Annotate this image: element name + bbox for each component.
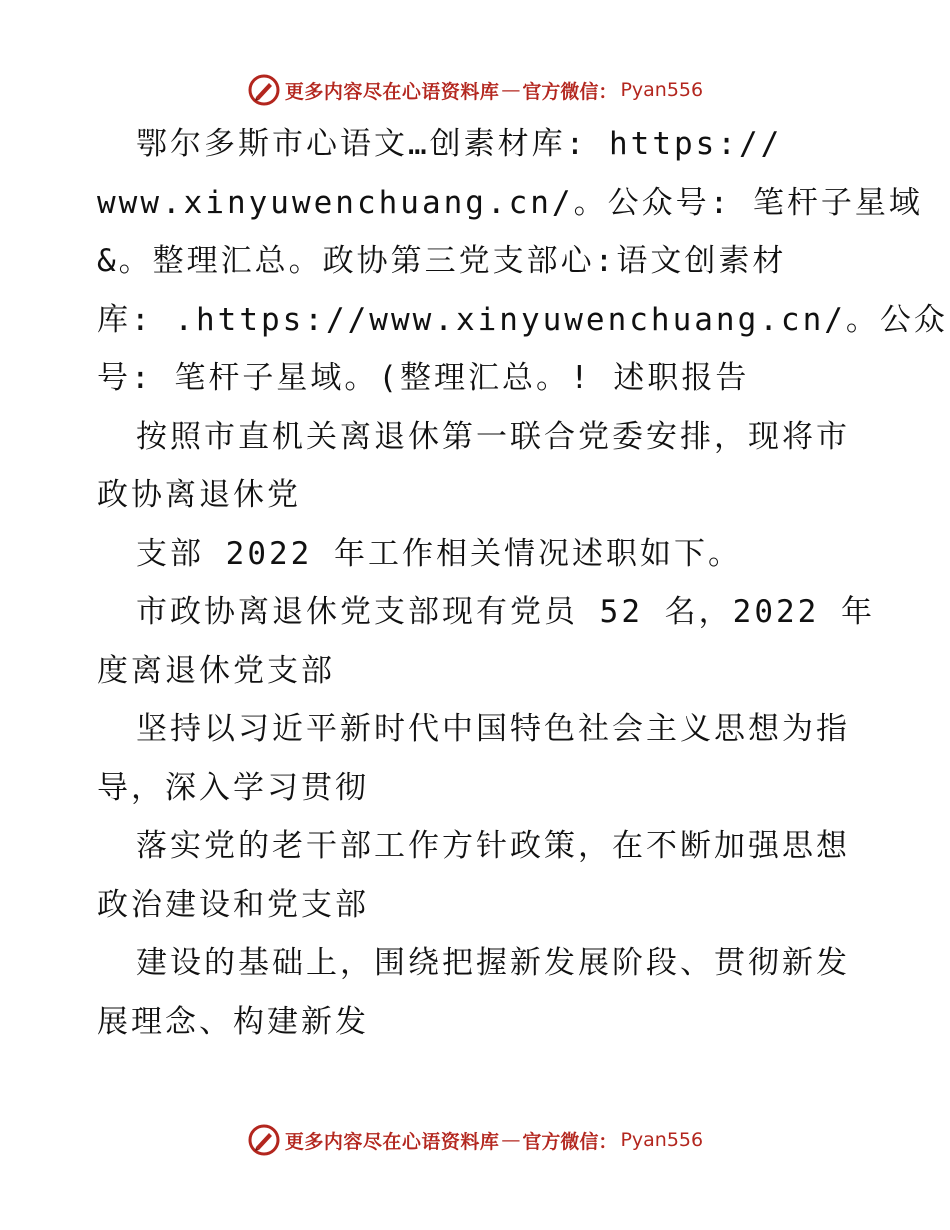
footer-banner	[0, 1120, 950, 1160]
banner-wechat-label: 官方微信：	[522, 1130, 618, 1153]
text-line: 鄂尔多斯市心语文…创素材库: https://	[136, 126, 783, 162]
banner-dash: —	[501, 79, 521, 101]
header-banner	[0, 70, 950, 110]
pen-logo-icon	[247, 73, 281, 107]
text-line: 度离退休党支部	[97, 652, 335, 689]
banner-wechat-id: Pyan556	[620, 1129, 704, 1151]
banner-wechat-id: Pyan556	[620, 79, 704, 101]
banner-text: 更多内容尽在心语资料库	[284, 80, 500, 103]
text-line: 建设的基础上，围绕把握新发展阶段、贯彻新发	[136, 945, 850, 981]
text-line: 市政协离退休党支部现有党员 52 名，2022 年	[136, 594, 875, 630]
text-line: 坚持以习近平新时代中国特色社会主义思想为指	[136, 711, 850, 747]
banner-text: 更多内容尽在心语资料库	[284, 1130, 500, 1153]
document-body	[97, 115, 948, 1051]
text-line: 落实党的老干部工作方针政策，在不断加强思想	[136, 828, 850, 864]
text-line: 展理念、构建新发	[97, 1003, 369, 1040]
banner-wechat-label: 官方微信：	[522, 80, 618, 103]
banner-dash: —	[501, 1129, 521, 1151]
text-line: 导，深入学习贯彻	[97, 769, 369, 806]
text-line: 支部 2022 年工作相关情况述职如下。	[136, 535, 742, 572]
pen-logo-icon	[247, 1123, 281, 1157]
text-line: 库: .https://www.xinyuwenchuang.cn/。公众	[97, 301, 948, 338]
text-line: www.xinyuwenchuang.cn/。公众号: 笔杆子星域	[97, 184, 923, 221]
text-line: &。整理汇总。政协第三党支部心:语文创素材	[97, 243, 787, 279]
text-line: 按照市直机关离退休第一联合党委安排，现将市	[136, 418, 850, 455]
text-line: 号: 笔杆子星域。(整理汇总。! 述职报告	[97, 360, 750, 396]
text-line: 政协离退休党	[97, 477, 301, 513]
text-line: 政治建设和党支部	[97, 886, 369, 923]
